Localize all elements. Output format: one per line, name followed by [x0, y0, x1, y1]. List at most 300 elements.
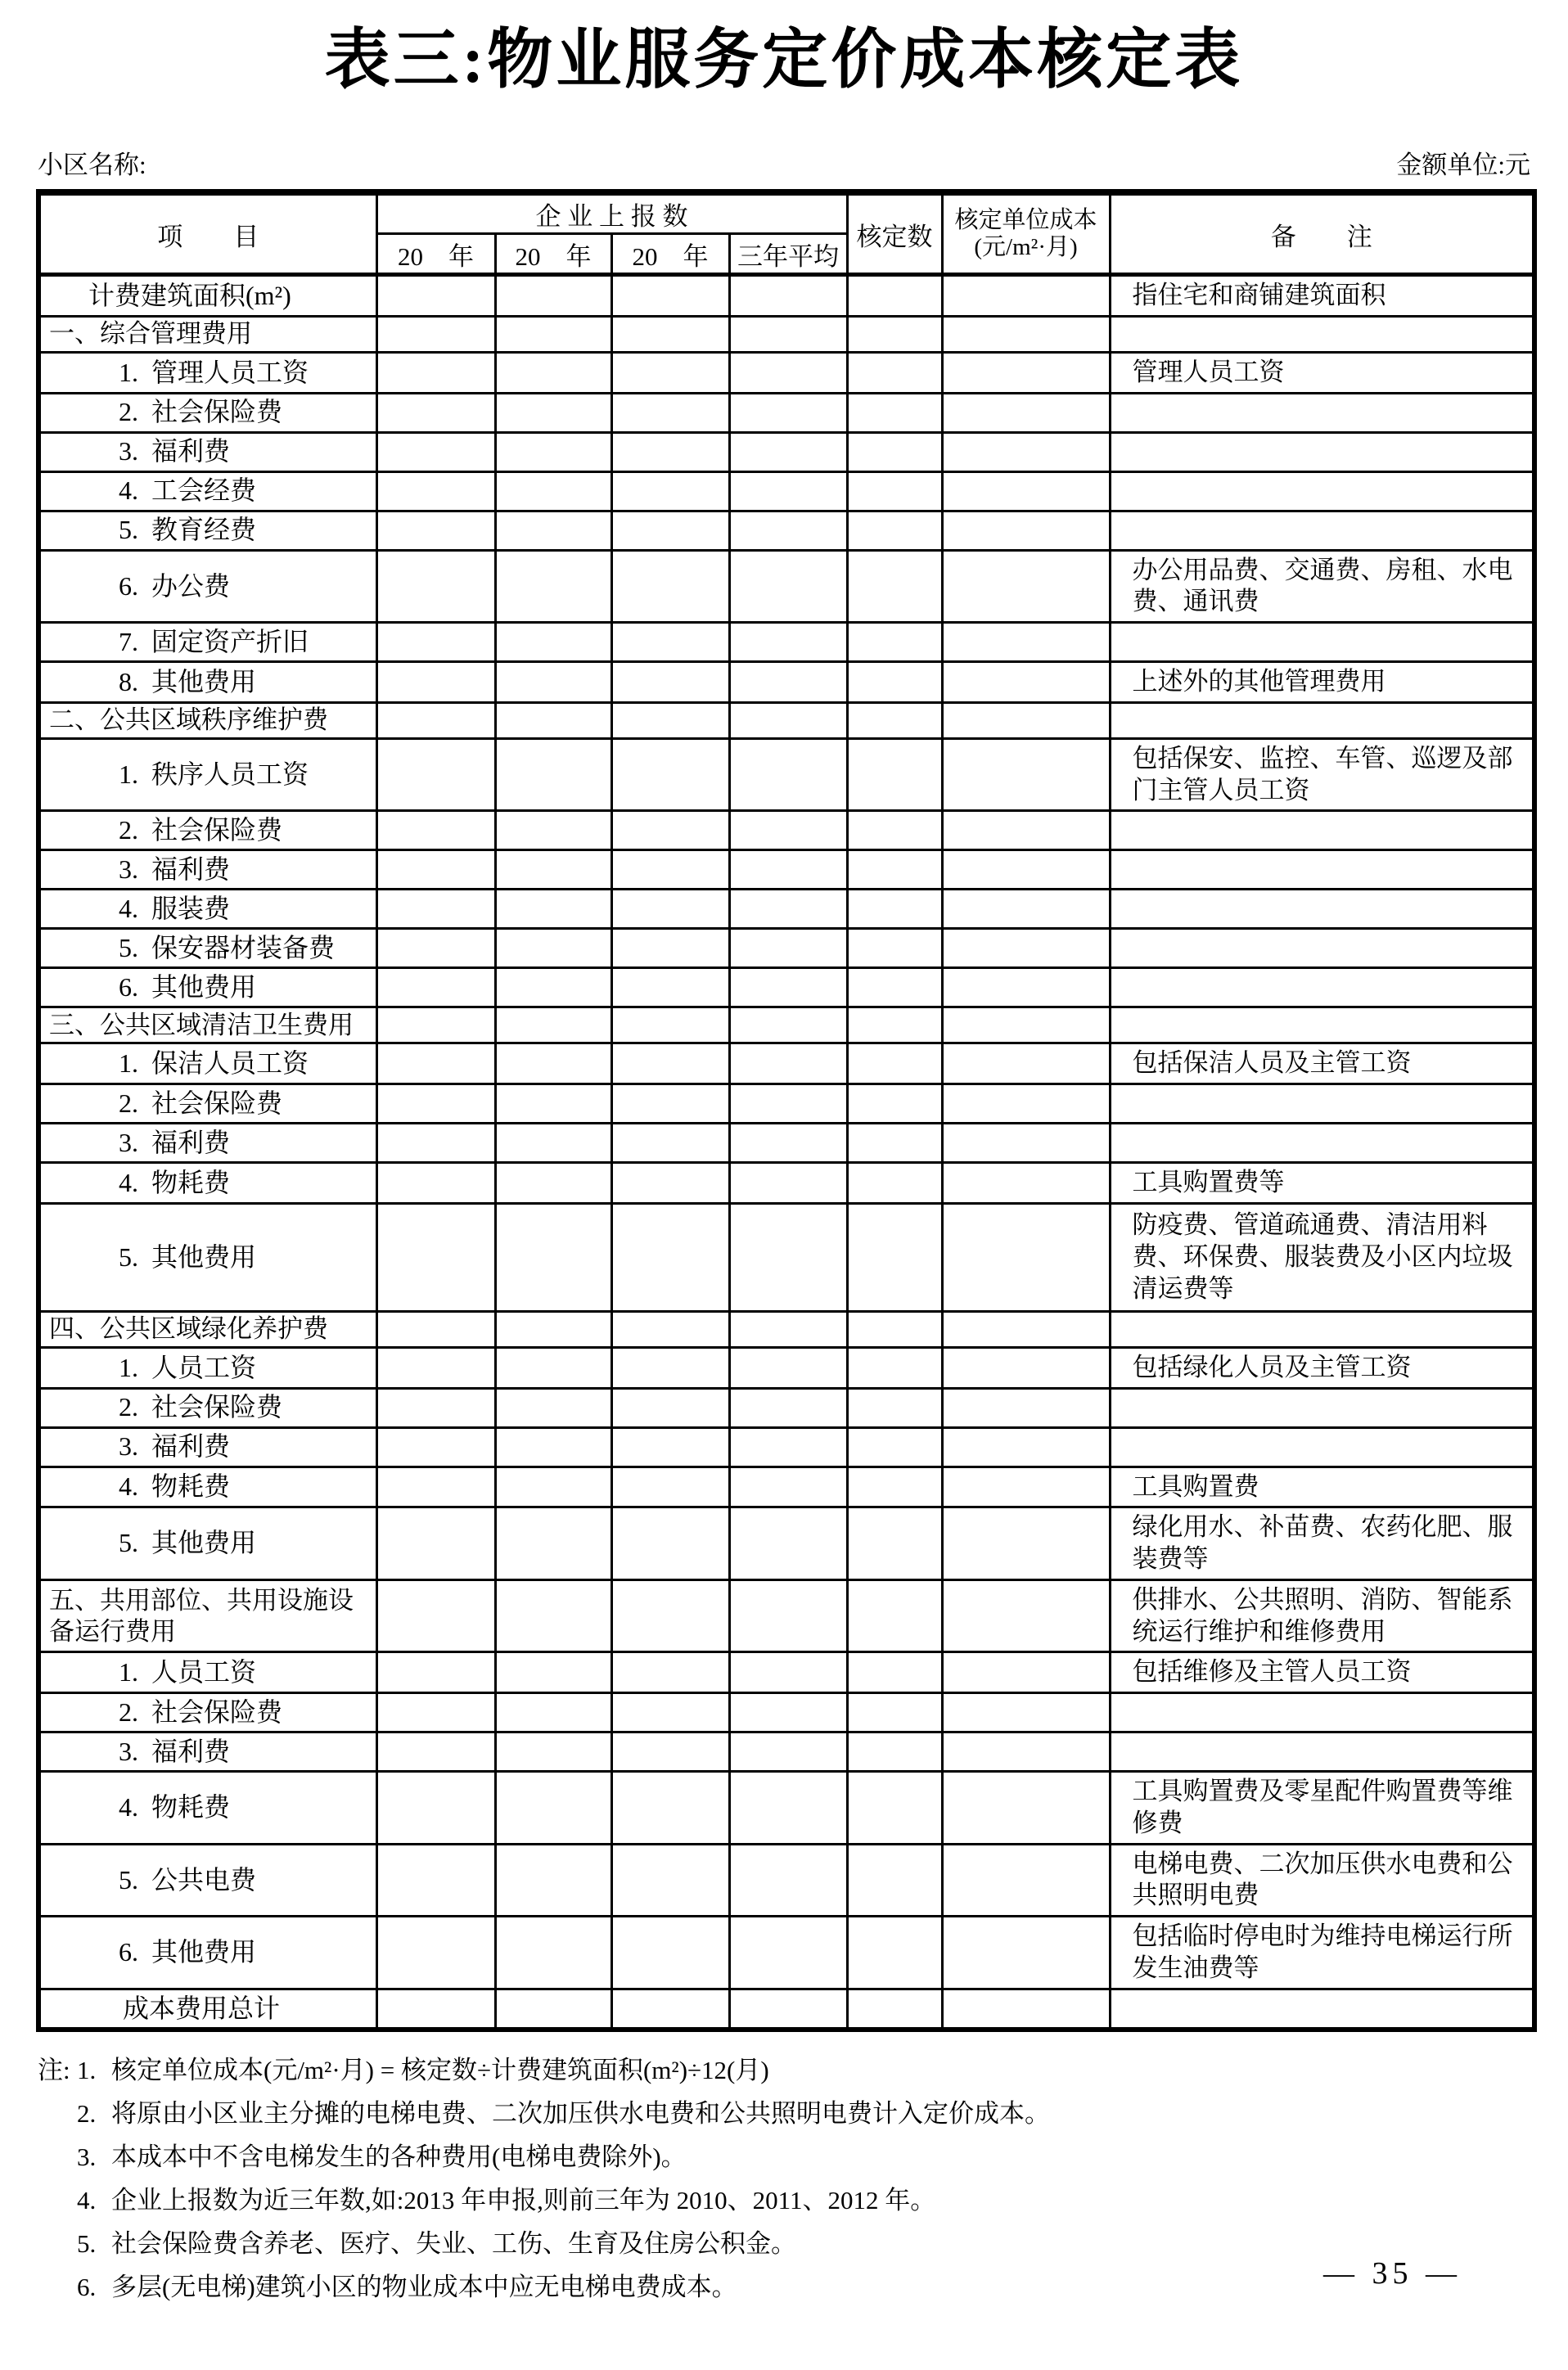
blank-value-cell[interactable]	[376, 352, 495, 393]
blank-value-cell[interactable]	[847, 929, 942, 968]
blank-value-cell[interactable]	[847, 316, 942, 352]
blank-value-cell[interactable]	[376, 929, 495, 968]
table-row	[38, 738, 1534, 811]
blank-value-cell[interactable]	[376, 393, 495, 432]
blank-value-cell[interactable]	[729, 1844, 847, 1917]
blank-value-cell[interactable]	[495, 850, 611, 890]
blank-value-cell[interactable]	[942, 738, 1110, 811]
table-row	[38, 1163, 1534, 1204]
blank-value-cell[interactable]	[729, 890, 847, 929]
remark-cell: 绿化用水、补苗费、农药化肥、服装费等	[1110, 1507, 1534, 1580]
remark-cell	[1110, 811, 1534, 850]
blank-value-cell[interactable]	[729, 1347, 847, 1388]
blank-value-cell[interactable]	[376, 1989, 495, 2030]
blank-value-cell[interactable]	[376, 702, 495, 738]
blank-value-cell[interactable]	[729, 738, 847, 811]
blank-value-cell[interactable]	[611, 1772, 729, 1845]
blank-value-cell[interactable]	[847, 1427, 942, 1467]
blank-value-cell[interactable]	[611, 890, 729, 929]
blank-value-cell[interactable]	[495, 550, 611, 623]
blank-value-cell[interactable]	[611, 352, 729, 393]
blank-value-cell[interactable]	[611, 1732, 729, 1772]
blank-value-cell[interactable]	[942, 890, 1110, 929]
blank-value-cell[interactable]	[611, 1989, 729, 2030]
remark-cell: 供排水、公共照明、消防、智能系统运行维护和维修费用	[1110, 1579, 1534, 1652]
note-line	[38, 2222, 1530, 2265]
blank-value-cell[interactable]	[376, 662, 495, 703]
blank-value-cell[interactable]	[495, 1732, 611, 1772]
blank-value-cell[interactable]	[847, 1989, 942, 2030]
blank-value-cell[interactable]	[847, 1772, 942, 1845]
table-row	[38, 1693, 1534, 1732]
table-row	[38, 1388, 1534, 1427]
table-row	[38, 702, 1534, 738]
blank-value-cell[interactable]	[611, 432, 729, 471]
blank-value-cell[interactable]	[942, 352, 1110, 393]
blank-value-cell[interactable]	[376, 275, 495, 317]
blank-value-cell[interactable]	[376, 1043, 495, 1084]
blank-value-cell[interactable]	[376, 1203, 495, 1311]
blank-value-cell[interactable]	[611, 623, 729, 662]
row-label-cell: 1. 秩序人员工资	[38, 738, 376, 811]
blank-value-cell[interactable]	[495, 1427, 611, 1467]
blank-value-cell[interactable]	[495, 623, 611, 662]
blank-value-cell[interactable]	[495, 929, 611, 968]
blank-value-cell[interactable]	[847, 738, 942, 811]
blank-value-cell[interactable]	[729, 850, 847, 890]
blank-value-cell[interactable]	[495, 1579, 611, 1652]
blank-value-cell[interactable]	[847, 1844, 942, 1917]
blank-value-cell[interactable]	[611, 1427, 729, 1467]
blank-value-cell[interactable]	[729, 550, 847, 623]
blank-value-cell[interactable]	[729, 1163, 847, 1204]
cost-table-body	[38, 275, 1534, 2030]
blank-value-cell[interactable]	[942, 1347, 1110, 1388]
blank-value-cell[interactable]	[376, 968, 495, 1007]
table-row	[38, 1007, 1534, 1043]
blank-value-cell[interactable]	[942, 471, 1110, 511]
blank-value-cell[interactable]	[729, 511, 847, 550]
row-label-cell: 2. 社会保险费	[38, 1693, 376, 1732]
blank-value-cell[interactable]	[847, 968, 942, 1007]
table-row	[38, 550, 1534, 623]
blank-value-cell[interactable]	[847, 811, 942, 850]
blank-value-cell[interactable]	[942, 1693, 1110, 1732]
blank-value-cell[interactable]	[495, 1917, 611, 1989]
blank-value-cell[interactable]	[942, 1989, 1110, 2030]
blank-value-cell[interactable]	[376, 432, 495, 471]
blank-value-cell[interactable]	[942, 1084, 1110, 1124]
blank-value-cell[interactable]	[611, 929, 729, 968]
note-line	[38, 2048, 1530, 2092]
blank-value-cell[interactable]	[729, 929, 847, 968]
blank-value-cell[interactable]	[729, 662, 847, 703]
header-item-column: 项 目	[38, 192, 376, 275]
blank-value-cell[interactable]	[611, 968, 729, 1007]
blank-value-cell[interactable]	[847, 850, 942, 890]
blank-value-cell[interactable]	[729, 1427, 847, 1467]
blank-value-cell[interactable]	[376, 1467, 495, 1507]
blank-value-cell[interactable]	[495, 1203, 611, 1311]
blank-value-cell[interactable]	[729, 471, 847, 511]
blank-value-cell[interactable]	[376, 1917, 495, 1989]
note-line	[38, 2265, 1530, 2309]
blank-value-cell[interactable]	[847, 890, 942, 929]
blank-value-cell[interactable]	[729, 1007, 847, 1043]
blank-value-cell[interactable]	[495, 1007, 611, 1043]
blank-value-cell[interactable]	[611, 1388, 729, 1427]
blank-value-cell[interactable]	[611, 811, 729, 850]
blank-value-cell[interactable]	[611, 1652, 729, 1693]
blank-value-cell[interactable]	[847, 1043, 942, 1084]
remark-cell	[1110, 1693, 1534, 1732]
blank-value-cell[interactable]	[847, 1084, 942, 1124]
blank-value-cell[interactable]	[942, 1124, 1110, 1163]
blank-value-cell[interactable]	[729, 1917, 847, 1989]
cost-table	[36, 189, 1537, 2032]
blank-value-cell[interactable]	[729, 1124, 847, 1163]
blank-value-cell[interactable]	[495, 1467, 611, 1507]
blank-value-cell[interactable]	[847, 471, 942, 511]
blank-value-cell[interactable]	[847, 432, 942, 471]
blank-value-cell[interactable]	[495, 352, 611, 393]
table-row	[38, 623, 1534, 662]
row-label-cell: 3. 福利费	[38, 1427, 376, 1467]
blank-value-cell[interactable]	[611, 850, 729, 890]
blank-value-cell[interactable]	[376, 1347, 495, 1388]
blank-value-cell[interactable]	[376, 550, 495, 623]
blank-value-cell[interactable]	[847, 550, 942, 623]
row-label-cell: 4. 工会经费	[38, 471, 376, 511]
row-label-cell: 3. 福利费	[38, 1124, 376, 1163]
note-number: 4.	[77, 2186, 97, 2215]
blank-value-cell[interactable]	[847, 1917, 942, 1989]
blank-value-cell[interactable]	[376, 811, 495, 850]
blank-value-cell[interactable]	[495, 275, 611, 317]
blank-value-cell[interactable]	[729, 1203, 847, 1311]
blank-value-cell[interactable]	[942, 432, 1110, 471]
blank-value-cell[interactable]	[847, 1732, 942, 1772]
row-label-cell: 8. 其他费用	[38, 662, 376, 703]
blank-value-cell[interactable]	[376, 1311, 495, 1347]
row-label-cell: 三、公共区域清洁卫生费用	[38, 1007, 376, 1043]
blank-value-cell[interactable]	[495, 662, 611, 703]
blank-value-cell[interactable]	[847, 1507, 942, 1580]
blank-value-cell[interactable]	[495, 1772, 611, 1845]
note-number: 5.	[77, 2229, 97, 2258]
row-label-cell: 5. 其他费用	[38, 1507, 376, 1580]
blank-value-cell[interactable]	[611, 1347, 729, 1388]
header-unit-cost-line1: 核定单位成本	[954, 206, 1097, 233]
table-row	[38, 1084, 1534, 1124]
blank-value-cell[interactable]	[942, 1652, 1110, 1693]
blank-value-cell[interactable]	[495, 511, 611, 550]
row-label-cell: 5. 保安器材装备费	[38, 929, 376, 968]
header-year-3: 20 年	[611, 234, 729, 275]
blank-value-cell[interactable]	[942, 393, 1110, 432]
blank-value-cell[interactable]	[376, 623, 495, 662]
blank-value-cell[interactable]	[611, 1579, 729, 1652]
blank-value-cell[interactable]	[495, 1652, 611, 1693]
table-row	[38, 850, 1534, 890]
blank-value-cell[interactable]	[611, 1693, 729, 1732]
blank-value-cell[interactable]	[729, 1989, 847, 2030]
blank-value-cell[interactable]	[942, 1043, 1110, 1084]
row-label-cell: 6. 其他费用	[38, 968, 376, 1007]
row-label-cell: 5. 公共电费	[38, 1844, 376, 1917]
table-row	[38, 662, 1534, 703]
blank-value-cell[interactable]	[847, 623, 942, 662]
blank-value-cell[interactable]	[611, 1163, 729, 1204]
blank-value-cell[interactable]	[847, 1652, 942, 1693]
row-label-cell: 3. 福利费	[38, 850, 376, 890]
blank-value-cell[interactable]	[495, 968, 611, 1007]
blank-value-cell[interactable]	[942, 1311, 1110, 1347]
blank-value-cell[interactable]	[376, 1007, 495, 1043]
blank-value-cell[interactable]	[611, 1917, 729, 1989]
blank-value-cell[interactable]	[942, 811, 1110, 850]
table-row	[38, 471, 1534, 511]
blank-value-cell[interactable]	[495, 890, 611, 929]
blank-value-cell[interactable]	[376, 1124, 495, 1163]
blank-value-cell[interactable]	[847, 1163, 942, 1204]
blank-value-cell[interactable]	[611, 702, 729, 738]
blank-value-cell[interactable]	[729, 352, 847, 393]
blank-value-cell[interactable]	[611, 1084, 729, 1124]
blank-value-cell[interactable]	[495, 811, 611, 850]
blank-value-cell[interactable]	[495, 316, 611, 352]
table-row	[38, 1579, 1534, 1652]
blank-value-cell[interactable]	[847, 1203, 942, 1311]
community-name-label: 小区名称:	[38, 151, 146, 179]
blank-value-cell[interactable]	[729, 316, 847, 352]
blank-value-cell[interactable]	[729, 393, 847, 432]
meta-row	[38, 144, 1530, 181]
blank-value-cell[interactable]	[942, 275, 1110, 317]
blank-value-cell[interactable]	[847, 1388, 942, 1427]
blank-value-cell[interactable]	[611, 393, 729, 432]
blank-value-cell[interactable]	[611, 1007, 729, 1043]
blank-value-cell[interactable]	[729, 1467, 847, 1507]
blank-value-cell[interactable]	[942, 316, 1110, 352]
blank-value-cell[interactable]	[611, 1467, 729, 1507]
blank-value-cell[interactable]	[495, 1124, 611, 1163]
header-year-2: 20 年	[495, 234, 611, 275]
blank-value-cell[interactable]	[729, 1772, 847, 1845]
blank-value-cell[interactable]	[376, 1579, 495, 1652]
blank-value-cell[interactable]	[942, 1007, 1110, 1043]
table-row	[38, 1347, 1534, 1388]
blank-value-cell[interactable]	[942, 1732, 1110, 1772]
blank-value-cell[interactable]	[847, 1693, 942, 1732]
remark-cell: 包括保安、监控、车管、巡逻及部门主管人员工资	[1110, 738, 1534, 811]
table-row	[38, 1772, 1534, 1845]
blank-value-cell[interactable]	[376, 850, 495, 890]
row-label-cell: 6. 办公费	[38, 550, 376, 623]
note-number: 6.	[77, 2273, 97, 2301]
blank-value-cell[interactable]	[611, 1311, 729, 1347]
blank-value-cell[interactable]	[942, 1163, 1110, 1204]
remark-cell: 指住宅和商铺建筑面积	[1110, 275, 1534, 317]
blank-value-cell[interactable]	[729, 1043, 847, 1084]
blank-value-cell[interactable]	[847, 1311, 942, 1347]
blank-value-cell[interactable]	[942, 1388, 1110, 1427]
blank-value-cell[interactable]	[495, 471, 611, 511]
blank-value-cell[interactable]	[942, 623, 1110, 662]
table-row	[38, 1427, 1534, 1467]
blank-value-cell[interactable]	[942, 1507, 1110, 1580]
row-label-cell: 3. 福利费	[38, 432, 376, 471]
note-line	[38, 2092, 1530, 2135]
blank-value-cell[interactable]	[611, 1507, 729, 1580]
table-row	[38, 929, 1534, 968]
blank-value-cell[interactable]	[376, 1652, 495, 1693]
remark-cell	[1110, 1007, 1534, 1043]
blank-value-cell[interactable]	[847, 1467, 942, 1507]
blank-value-cell[interactable]	[942, 1579, 1110, 1652]
blank-value-cell[interactable]	[611, 662, 729, 703]
blank-value-cell[interactable]	[729, 623, 847, 662]
blank-value-cell[interactable]	[376, 1844, 495, 1917]
blank-value-cell[interactable]	[942, 1427, 1110, 1467]
blank-value-cell[interactable]	[729, 1311, 847, 1347]
blank-value-cell[interactable]	[611, 550, 729, 623]
blank-value-cell[interactable]	[495, 1844, 611, 1917]
blank-value-cell[interactable]	[376, 1732, 495, 1772]
blank-value-cell[interactable]	[847, 275, 942, 317]
row-label-cell: 6. 其他费用	[38, 1917, 376, 1989]
blank-value-cell[interactable]	[729, 1388, 847, 1427]
blank-value-cell[interactable]	[847, 1347, 942, 1388]
blank-value-cell[interactable]	[729, 1084, 847, 1124]
table-row	[38, 1043, 1534, 1084]
blank-value-cell[interactable]	[376, 890, 495, 929]
row-label-cell: 2. 社会保险费	[38, 1084, 376, 1124]
remark-cell: 包括绿化人员及主管工资	[1110, 1347, 1534, 1388]
blank-value-cell[interactable]	[729, 1732, 847, 1772]
blank-value-cell[interactable]	[376, 1388, 495, 1427]
row-label-cell: 二、公共区域秩序维护费	[38, 702, 376, 738]
blank-value-cell[interactable]	[611, 471, 729, 511]
blank-value-cell[interactable]	[495, 1388, 611, 1427]
remark-cell: 包括临时停电时为维持电梯运行所发生油费等	[1110, 1917, 1534, 1989]
blank-value-cell[interactable]	[376, 471, 495, 511]
row-label-cell: 5. 其他费用	[38, 1203, 376, 1311]
blank-value-cell[interactable]	[847, 1579, 942, 1652]
blank-value-cell[interactable]	[376, 1772, 495, 1845]
header-approved-number: 核定数	[847, 192, 942, 275]
blank-value-cell[interactable]	[942, 929, 1110, 968]
blank-value-cell[interactable]	[611, 511, 729, 550]
note-text: 企业上报数为近三年数,如:2013 年申报,则前三年为 2010、2011、2012 年。	[111, 2186, 936, 2215]
note-number: 2.	[77, 2099, 97, 2128]
blank-value-cell[interactable]	[942, 1844, 1110, 1917]
header-approved-unit-cost	[942, 192, 1110, 275]
blank-value-cell[interactable]	[942, 1917, 1110, 1989]
blank-value-cell[interactable]	[495, 393, 611, 432]
blank-value-cell[interactable]	[495, 1084, 611, 1124]
blank-value-cell[interactable]	[729, 1579, 847, 1652]
table-row	[38, 968, 1534, 1007]
blank-value-cell[interactable]	[729, 968, 847, 1007]
blank-value-cell[interactable]	[942, 511, 1110, 550]
blank-value-cell[interactable]	[495, 702, 611, 738]
blank-value-cell[interactable]	[942, 702, 1110, 738]
note-number: 3.	[77, 2142, 97, 2171]
blank-value-cell[interactable]	[495, 1163, 611, 1204]
blank-value-cell[interactable]	[942, 850, 1110, 890]
blank-value-cell[interactable]	[729, 1693, 847, 1732]
blank-value-cell[interactable]	[942, 968, 1110, 1007]
blank-value-cell[interactable]	[495, 1311, 611, 1347]
remark-cell	[1110, 1732, 1534, 1772]
blank-value-cell[interactable]	[611, 1844, 729, 1917]
blank-value-cell[interactable]	[729, 432, 847, 471]
blank-value-cell[interactable]	[729, 1507, 847, 1580]
blank-value-cell[interactable]	[942, 1203, 1110, 1311]
blank-value-cell[interactable]	[376, 1693, 495, 1732]
blank-value-cell[interactable]	[847, 511, 942, 550]
blank-value-cell[interactable]	[847, 702, 942, 738]
row-label-cell: 1. 保洁人员工资	[38, 1043, 376, 1084]
blank-value-cell[interactable]	[376, 1163, 495, 1204]
blank-value-cell[interactable]	[942, 662, 1110, 703]
blank-value-cell[interactable]	[495, 1507, 611, 1580]
blank-value-cell[interactable]	[729, 275, 847, 317]
blank-value-cell[interactable]	[729, 702, 847, 738]
blank-value-cell[interactable]	[611, 738, 729, 811]
blank-value-cell[interactable]	[942, 1772, 1110, 1845]
blank-value-cell[interactable]	[376, 738, 495, 811]
blank-value-cell[interactable]	[847, 352, 942, 393]
blank-value-cell[interactable]	[847, 393, 942, 432]
note-line	[38, 2135, 1530, 2179]
blank-value-cell[interactable]	[495, 1989, 611, 2030]
blank-value-cell[interactable]	[729, 1652, 847, 1693]
blank-value-cell[interactable]	[495, 738, 611, 811]
blank-value-cell[interactable]	[847, 1007, 942, 1043]
row-label-cell: 2. 社会保险费	[38, 811, 376, 850]
blank-value-cell[interactable]	[729, 811, 847, 850]
remark-cell	[1110, 623, 1534, 662]
blank-value-cell[interactable]	[376, 1084, 495, 1124]
blank-value-cell[interactable]	[495, 1043, 611, 1084]
blank-value-cell[interactable]	[376, 1427, 495, 1467]
blank-value-cell[interactable]	[847, 662, 942, 703]
table-row	[38, 1917, 1534, 1989]
blank-value-cell[interactable]	[847, 1124, 942, 1163]
blank-value-cell[interactable]	[611, 316, 729, 352]
note-text: 社会保险费含养老、医疗、失业、工伤、生育及住房公积金。	[111, 2229, 796, 2258]
blank-value-cell[interactable]	[376, 1507, 495, 1580]
table-row	[38, 275, 1534, 317]
blank-value-cell[interactable]	[611, 1203, 729, 1311]
blank-value-cell[interactable]	[495, 1693, 611, 1732]
blank-value-cell[interactable]	[942, 550, 1110, 623]
blank-value-cell[interactable]	[376, 511, 495, 550]
blank-value-cell[interactable]	[611, 1043, 729, 1084]
blank-value-cell[interactable]	[376, 316, 495, 352]
blank-value-cell[interactable]	[611, 1124, 729, 1163]
remark-cell: 工具购置费等	[1110, 1163, 1534, 1204]
table-row	[38, 1507, 1534, 1580]
remark-cell	[1110, 1989, 1534, 2030]
blank-value-cell[interactable]	[611, 275, 729, 317]
blank-value-cell[interactable]	[942, 1467, 1110, 1507]
blank-value-cell[interactable]	[495, 432, 611, 471]
blank-value-cell[interactable]	[495, 1347, 611, 1388]
table-row	[38, 811, 1534, 850]
